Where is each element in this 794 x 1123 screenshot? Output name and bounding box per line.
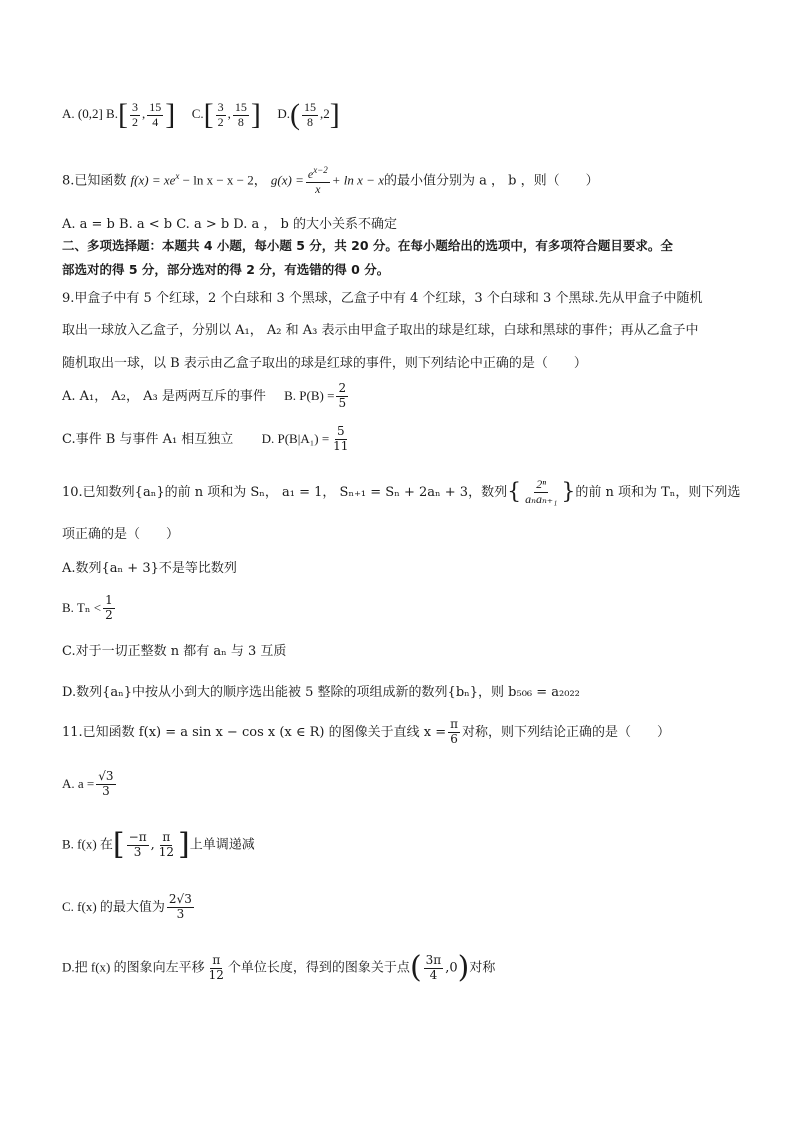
fraction: $\frac{\pi}{12}$ [208,952,224,982]
fraction: $\frac{3}{2}$ [217,99,224,129]
question-8-options: A. a = b B. a < b C. a > b D. a ， b 的大小关系不确定 [62,217,397,232]
fraction: $\frac{-\pi}{3}$ [128,829,147,859]
question-9-options-cd [62,425,352,454]
fraction: $\frac{\text{2ⁿ}}{\text{aₙaₙ₊₁}}$ [525,477,558,506]
question-8: 8.已知函数 $f(x) = xe^x - \ln x - x - 2$， g(x) = $\frac{e^{x-2}}{x}$ + ln x − x的最小值分别为 a ， b ，则（ ） [62,165,599,196]
q10-option-b: B. Tₙ < $\frac{1}{2}$ [62,593,113,622]
question-9-line2: 取出一球放入乙盒子，分别以 A₁， A₂ 和 A₃ 表示由甲盒子取出的球是红球，白球和黑球的事件；再从乙盒子中 [62,323,699,338]
q7-option-d-label: D. [277,105,291,121]
fraction: $\frac{1}{2}$ [105,593,113,622]
fraction: $\frac{√3}{3}$ [98,769,114,798]
fraction: $\frac{e^{x-2}}{x}$ [307,165,328,196]
question-10-line2: 项正确的是（ ） [62,527,180,542]
q11-option-d: D.把 f(x) 的图象向左平移 $\frac{\pi}{12}$ 个单位长度，得到的图象关于点( $\frac{3\pi}{4}$ ,0)对称 [62,950,496,985]
fraction: $\frac{2}{5}$ [338,381,347,410]
question-9-line3: 随机取出一球，以 B 表示由乙盒子取出的球是红球的事件，则下列结论中正确的是（ ） [62,356,587,371]
question-11: 11.已知函数 f(x) = a sin x − cos x (x ∈ R) 的图像关于直线 x = $\frac{\pi}{6}$ 对称，则下列结论正确的是（ ） [62,717,671,746]
q9-option-a: A. A₁， A₂， A₃ 是两两互斥的事件 [62,388,266,404]
q10-option-a: A.数列{aₙ + 3}不是等比数列 [62,561,237,576]
section-subtitle: 部选对的得 5 分，部分选对的得 2 分，有选错的得 0 分。 [62,262,390,277]
fraction: $\frac{5}{11}$ [333,424,349,453]
q7-option-c-label: C. [191,105,204,121]
q9-option-b: B. P(B) = [284,387,335,403]
fraction: $\frac{3\pi}{4}$ [425,952,442,982]
q11-option-b: B. f(x) 在[ $\frac{-\pi}{3}$ , $\frac{\pi}{12}$ ]上单调递减 [62,827,255,862]
fraction: $\frac{15}{8}$ [304,99,317,129]
question-9-options-ab [62,382,350,411]
q11-option-a: A. a = $\frac{√3}{3}$ [62,769,114,798]
q9-option-c: C.事件 B 与事件 A₁ 相互独立 [62,431,234,447]
q7-option-a: A. (0,2] [62,105,103,121]
q10-option-d: D.数列{aₙ}中按从小到大的顺序选出能被 5 整除的项组成新的数列{bₙ}，则 b₅₀₆ = a₂₀₂₂ [62,685,580,700]
q7-option-b-label: B. [106,105,118,121]
fraction: $\frac{\pi}{12}$ [158,829,175,859]
q10-option-c: C.对于一切正整数 n 都有 aₙ 与 3 互质 [62,644,287,659]
fraction: $\frac{2√3}{3}$ [168,892,192,921]
fraction: $\frac{3}{2}$ [131,99,138,129]
question-9-line1: 9.甲盒子中有 5 个红球，2 个白球和 3 个黑球，乙盒子中有 4 个红球，3 个白球和 3 个黑球.先从甲盒子中随机 [62,291,703,306]
q9-option-d: D. P(B|A₁) = [261,430,330,446]
q11-option-c: C. f(x) 的最大值为 $\frac{2√3}{3}$ [62,892,192,921]
question-10: 10.已知数列{aₙ}的前 n 项和为 Sₙ， a₁ = 1， Sₙ₊₁ = Sₙ + 2aₙ + 3，数列{ $\frac{\text{2ⁿ}}{\text{aₙaₙ₊₁}}$ }的前 n 项和为 Tₙ，则下列选 [62,477,741,506]
fraction: $\frac{15}{4}$ [149,99,162,129]
fraction: $\frac{\pi}{6}$ [450,717,458,746]
section-title: 二、多项选择题：本题共 4 小题，每小题 5 分，共 20 分。在每小题给出的选项中，有多项符合题目要求。全 [62,238,673,253]
q7-options: A. (0,2] B.[ $\frac{3}{2}$ , $\frac{15}{4}$ ] C.[ $\frac{3}{2}$ , $\frac{15}{8}$ ] D.( $\frac{15}{8}$ ,2] [62,98,340,131]
fraction: $\frac{15}{8}$ [234,99,247,129]
